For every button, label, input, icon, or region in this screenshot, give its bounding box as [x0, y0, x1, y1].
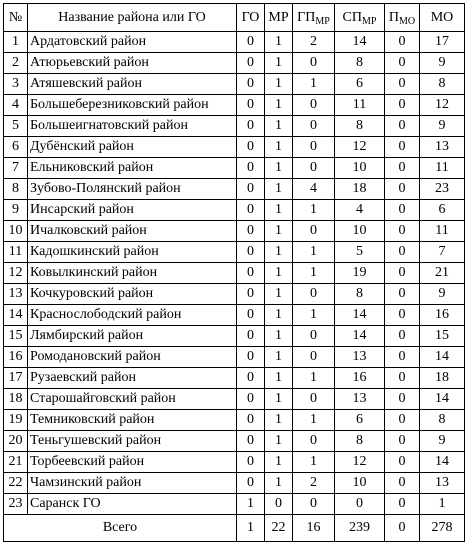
row-go: 0 — [237, 347, 265, 368]
row-name: Лямбирский район — [28, 326, 237, 347]
table-row — [4, 326, 465, 347]
row-sp: 10 — [335, 473, 385, 494]
row-gp: 1 — [293, 242, 335, 263]
header-go: ГО — [237, 4, 265, 32]
row-number: 8 — [4, 179, 28, 200]
row-mo: 14 — [420, 389, 465, 410]
table-row — [4, 494, 465, 515]
row-gp: 0 — [293, 221, 335, 242]
row-number: 10 — [4, 221, 28, 242]
row-mr: 1 — [265, 431, 293, 452]
row-go: 0 — [237, 221, 265, 242]
row-mr: 1 — [265, 410, 293, 431]
header-mo: МО — [420, 4, 465, 32]
row-p: 0 — [385, 95, 420, 116]
row-mo: 7 — [420, 242, 465, 263]
row-mo: 14 — [420, 347, 465, 368]
row-name: Атюрьевский район — [28, 53, 237, 74]
row-p: 0 — [385, 284, 420, 305]
row-mo: 6 — [420, 200, 465, 221]
row-p: 0 — [385, 179, 420, 200]
header-gp-base: ГП — [297, 10, 316, 25]
row-name: Ардатовский район — [28, 32, 237, 53]
row-name: Краснослободский район — [28, 305, 237, 326]
row-mr: 1 — [265, 473, 293, 494]
row-sp: 8 — [335, 116, 385, 137]
row-go: 0 — [237, 53, 265, 74]
row-number: 6 — [4, 137, 28, 158]
row-sp: 13 — [335, 347, 385, 368]
row-mr: 1 — [265, 284, 293, 305]
row-p: 0 — [385, 221, 420, 242]
row-p: 0 — [385, 431, 420, 452]
row-go: 0 — [237, 473, 265, 494]
header-name: Название района или ГО — [28, 4, 237, 32]
table-row — [4, 263, 465, 284]
row-mo: 18 — [420, 368, 465, 389]
table-row — [4, 389, 465, 410]
row-gp: 1 — [293, 452, 335, 473]
table-row — [4, 32, 465, 53]
row-go: 0 — [237, 200, 265, 221]
row-sp: 12 — [335, 137, 385, 158]
total-gp: 16 — [293, 515, 335, 542]
row-number: 19 — [4, 410, 28, 431]
row-mr: 1 — [265, 53, 293, 74]
row-mr: 1 — [265, 221, 293, 242]
total-label: Всего — [4, 515, 237, 542]
row-number: 18 — [4, 389, 28, 410]
row-name: Атяшевский район — [28, 74, 237, 95]
row-name: Ельниковский район — [28, 158, 237, 179]
row-go: 0 — [237, 32, 265, 53]
row-sp: 12 — [335, 452, 385, 473]
row-number: 4 — [4, 95, 28, 116]
row-gp: 1 — [293, 74, 335, 95]
row-go: 0 — [237, 326, 265, 347]
row-sp: 13 — [335, 389, 385, 410]
row-sp: 8 — [335, 284, 385, 305]
row-p: 0 — [385, 242, 420, 263]
row-p: 0 — [385, 368, 420, 389]
row-gp: 2 — [293, 473, 335, 494]
table-row — [4, 410, 465, 431]
row-mr: 1 — [265, 158, 293, 179]
row-sp: 4 — [335, 200, 385, 221]
table-row — [4, 95, 465, 116]
row-p: 0 — [385, 452, 420, 473]
row-mo: 13 — [420, 473, 465, 494]
header-gp-sub: МР — [315, 16, 330, 27]
row-p: 0 — [385, 116, 420, 137]
row-mr: 1 — [265, 74, 293, 95]
table-header-row — [4, 4, 465, 32]
row-p: 0 — [385, 347, 420, 368]
row-name: Рузаевский район — [28, 368, 237, 389]
row-number: 5 — [4, 116, 28, 137]
row-name: Ковылкинский район — [28, 263, 237, 284]
row-name: Темниковский район — [28, 410, 237, 431]
row-mo: 9 — [420, 284, 465, 305]
row-gp: 0 — [293, 116, 335, 137]
row-name: Большеигнатовский район — [28, 116, 237, 137]
row-mo: 16 — [420, 305, 465, 326]
row-mo: 8 — [420, 410, 465, 431]
row-mr: 1 — [265, 95, 293, 116]
row-mo: 13 — [420, 137, 465, 158]
row-p: 0 — [385, 53, 420, 74]
row-p: 0 — [385, 389, 420, 410]
total-mr: 22 — [265, 515, 293, 542]
row-sp: 8 — [335, 431, 385, 452]
row-number: 17 — [4, 368, 28, 389]
row-go: 0 — [237, 116, 265, 137]
row-p: 0 — [385, 200, 420, 221]
total-row — [4, 515, 465, 542]
row-name: Кочкуровский район — [28, 284, 237, 305]
row-go: 0 — [237, 452, 265, 473]
row-number: 20 — [4, 431, 28, 452]
row-sp: 19 — [335, 263, 385, 284]
row-number: 2 — [4, 53, 28, 74]
row-gp: 1 — [293, 410, 335, 431]
row-sp: 16 — [335, 368, 385, 389]
row-p: 0 — [385, 137, 420, 158]
row-name: Кадошкинский район — [28, 242, 237, 263]
header-p — [385, 4, 420, 32]
row-mr: 1 — [265, 452, 293, 473]
row-mr: 1 — [265, 179, 293, 200]
total-go: 1 — [237, 515, 265, 542]
row-gp: 0 — [293, 284, 335, 305]
row-sp: 11 — [335, 95, 385, 116]
table-body — [4, 32, 465, 515]
total-p: 0 — [385, 515, 420, 542]
row-name: Саранск ГО — [28, 494, 237, 515]
row-number: 7 — [4, 158, 28, 179]
row-name: Старошайговский район — [28, 389, 237, 410]
table-row — [4, 284, 465, 305]
row-mr: 1 — [265, 326, 293, 347]
row-mr: 1 — [265, 200, 293, 221]
row-go: 1 — [237, 494, 265, 515]
row-gp: 4 — [293, 179, 335, 200]
row-number: 13 — [4, 284, 28, 305]
header-mr: МР — [265, 4, 293, 32]
row-mo: 23 — [420, 179, 465, 200]
row-p: 0 — [385, 74, 420, 95]
row-gp: 0 — [293, 494, 335, 515]
row-number: 9 — [4, 200, 28, 221]
row-name: Ромодановский район — [28, 347, 237, 368]
row-p: 0 — [385, 263, 420, 284]
row-mo: 1 — [420, 494, 465, 515]
row-p: 0 — [385, 410, 420, 431]
row-go: 0 — [237, 95, 265, 116]
row-go: 0 — [237, 179, 265, 200]
row-gp: 1 — [293, 368, 335, 389]
header-num: № — [4, 4, 28, 32]
total-mo: 278 — [420, 515, 465, 542]
table-row — [4, 53, 465, 74]
row-p: 0 — [385, 32, 420, 53]
row-gp: 1 — [293, 305, 335, 326]
row-mr: 1 — [265, 32, 293, 53]
row-go: 0 — [237, 368, 265, 389]
row-mo: 21 — [420, 263, 465, 284]
row-mr: 0 — [265, 494, 293, 515]
row-gp: 0 — [293, 326, 335, 347]
row-mr: 1 — [265, 137, 293, 158]
row-gp: 0 — [293, 53, 335, 74]
row-number: 14 — [4, 305, 28, 326]
row-sp: 6 — [335, 74, 385, 95]
row-number: 11 — [4, 242, 28, 263]
row-gp: 1 — [293, 200, 335, 221]
row-p: 0 — [385, 326, 420, 347]
row-mo: 9 — [420, 116, 465, 137]
row-sp: 10 — [335, 221, 385, 242]
row-mo: 9 — [420, 431, 465, 452]
municipalities-table — [3, 3, 465, 542]
row-gp: 0 — [293, 158, 335, 179]
row-go: 0 — [237, 242, 265, 263]
row-go: 0 — [237, 410, 265, 431]
table-row — [4, 242, 465, 263]
row-name: Чамзинский район — [28, 473, 237, 494]
row-name: Торбеевский район — [28, 452, 237, 473]
header-gp — [293, 4, 335, 32]
table-row — [4, 158, 465, 179]
total-sp: 239 — [335, 515, 385, 542]
table-row — [4, 452, 465, 473]
row-go: 0 — [237, 431, 265, 452]
row-number: 15 — [4, 326, 28, 347]
row-mr: 1 — [265, 368, 293, 389]
row-mo: 17 — [420, 32, 465, 53]
row-name: Теньгушевский район — [28, 431, 237, 452]
row-mo: 12 — [420, 95, 465, 116]
row-go: 0 — [237, 284, 265, 305]
row-sp: 5 — [335, 242, 385, 263]
row-number: 22 — [4, 473, 28, 494]
row-go: 0 — [237, 158, 265, 179]
row-p: 0 — [385, 494, 420, 515]
table-row — [4, 473, 465, 494]
row-number: 12 — [4, 263, 28, 284]
table-row — [4, 74, 465, 95]
row-name: Инсарский район — [28, 200, 237, 221]
table-row — [4, 347, 465, 368]
row-name: Зубово-Полянский район — [28, 179, 237, 200]
table-row — [4, 137, 465, 158]
header-sp — [335, 4, 385, 32]
row-go: 0 — [237, 74, 265, 95]
row-mo: 14 — [420, 452, 465, 473]
table-row — [4, 431, 465, 452]
header-p-sub: МО — [399, 16, 416, 27]
row-go: 0 — [237, 305, 265, 326]
row-gp: 0 — [293, 347, 335, 368]
row-p: 0 — [385, 305, 420, 326]
row-mo: 8 — [420, 74, 465, 95]
row-number: 3 — [4, 74, 28, 95]
header-sp-base: СП — [342, 10, 362, 25]
row-mr: 1 — [265, 347, 293, 368]
row-mr: 1 — [265, 263, 293, 284]
row-mo: 11 — [420, 221, 465, 242]
table-row — [4, 305, 465, 326]
row-mo: 11 — [420, 158, 465, 179]
row-sp: 18 — [335, 179, 385, 200]
row-sp: 14 — [335, 305, 385, 326]
table-row — [4, 368, 465, 389]
row-mo: 9 — [420, 53, 465, 74]
row-sp: 10 — [335, 158, 385, 179]
row-number: 21 — [4, 452, 28, 473]
row-go: 0 — [237, 263, 265, 284]
row-sp: 14 — [335, 32, 385, 53]
row-mr: 1 — [265, 242, 293, 263]
table-row — [4, 200, 465, 221]
table-row — [4, 221, 465, 242]
row-name: Ичалковский район — [28, 221, 237, 242]
row-sp: 6 — [335, 410, 385, 431]
row-gp: 0 — [293, 95, 335, 116]
row-go: 0 — [237, 137, 265, 158]
row-mr: 1 — [265, 389, 293, 410]
row-p: 0 — [385, 158, 420, 179]
row-mo: 15 — [420, 326, 465, 347]
row-gp: 0 — [293, 137, 335, 158]
row-sp: 0 — [335, 494, 385, 515]
row-mr: 1 — [265, 116, 293, 137]
row-p: 0 — [385, 473, 420, 494]
row-name: Дубёнский район — [28, 137, 237, 158]
table-row — [4, 179, 465, 200]
row-number: 1 — [4, 32, 28, 53]
row-name: Большеберезниковский район — [28, 95, 237, 116]
row-sp: 14 — [335, 326, 385, 347]
row-number: 23 — [4, 494, 28, 515]
row-number: 16 — [4, 347, 28, 368]
row-go: 0 — [237, 389, 265, 410]
row-gp: 0 — [293, 431, 335, 452]
row-gp: 0 — [293, 389, 335, 410]
row-mr: 1 — [265, 305, 293, 326]
row-gp: 1 — [293, 263, 335, 284]
row-sp: 8 — [335, 53, 385, 74]
header-sp-sub: МР — [362, 16, 377, 27]
row-gp: 2 — [293, 32, 335, 53]
header-p-base: П — [388, 10, 399, 25]
table-row — [4, 116, 465, 137]
